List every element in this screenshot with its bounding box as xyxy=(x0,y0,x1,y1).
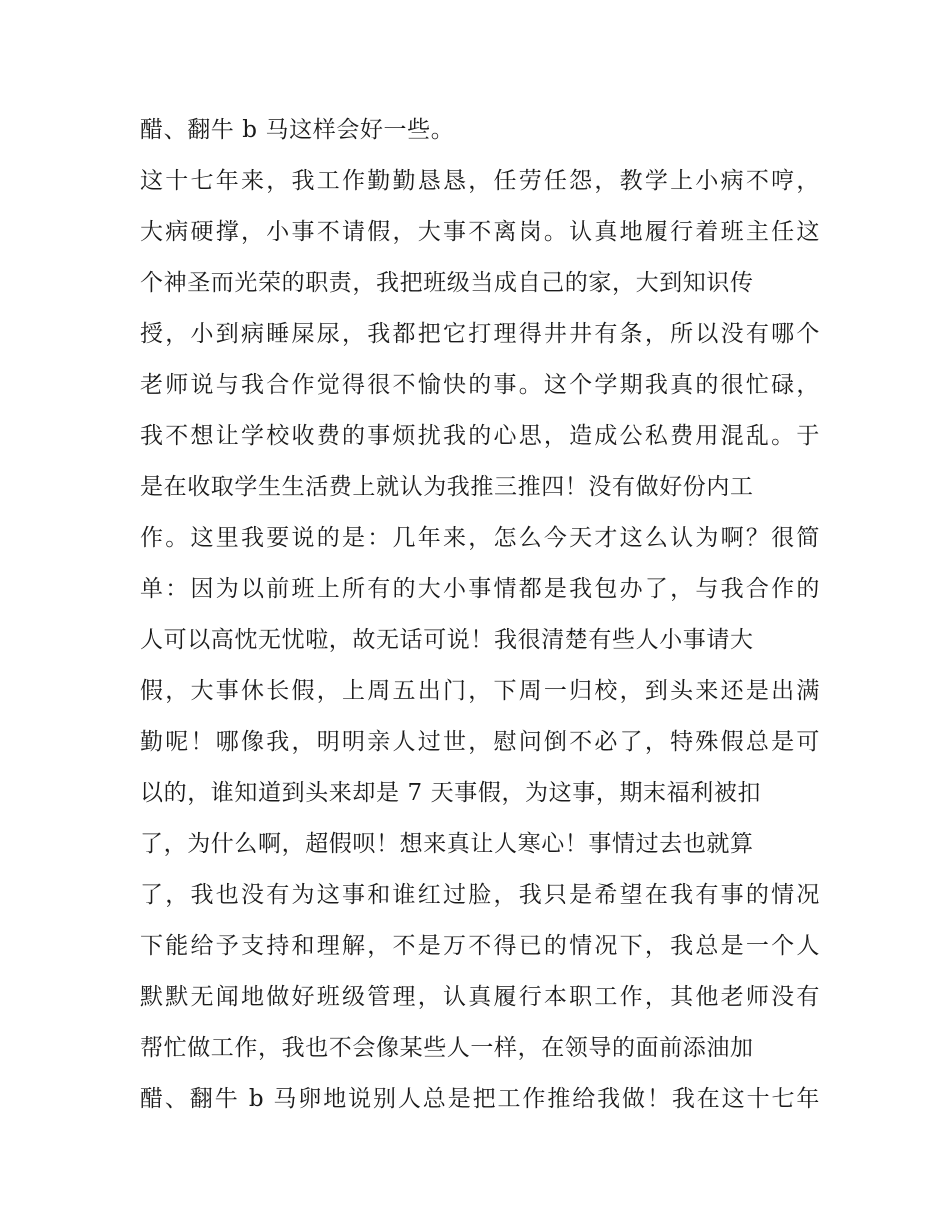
text-line: 假，大事休长假，上周五出门，下周一归校，到头来还是出满 xyxy=(140,678,820,704)
text-line: 个神圣而光荣的职责，我把班级当成自己的家，大到知识传 xyxy=(140,270,754,296)
text-line: 我不想让学校收费的事烦扰我的心思，造成公私费用混乱。于 xyxy=(140,423,820,449)
text-line: 了，为什么啊，超假呗！想来真让人寒心！事情过去也就算 xyxy=(140,831,754,857)
text-line: 大病硬撑，小事不请假，大事不离岗。认真地履行着班主任这 xyxy=(140,219,820,245)
text-line: 单：因为以前班上所有的大小事情都是我包办了，与我合作的 xyxy=(140,576,820,602)
text-line: 醋、翻牛 b 马卵地说别人总是把工作推给我做！我在这十七年 xyxy=(140,1086,820,1112)
text-line: 以的，谁知道到头来却是 7 天事假，为这事，期末福利被扣 xyxy=(140,780,762,806)
text-line: 醋、翻牛 b 马这样会好一些。 xyxy=(140,117,455,143)
text-line: 人可以高忱无忧啦，故无话可说！我很清楚有些人小事请大 xyxy=(140,627,754,653)
text-line: 下能给予支持和理解，不是万不得已的情况下，我总是一个人 xyxy=(140,933,820,959)
text-line: 老师说与我合作觉得很不愉快的事。这个学期我真的很忙碌， xyxy=(140,372,820,398)
text-line: 是在收取学生生活费上就认为我推三推四！没有做好份内工 xyxy=(140,474,754,500)
text-line: 勤呢！哪像我，明明亲人过世，慰问倒不必了，特殊假总是可 xyxy=(140,729,820,755)
text-line: 了，我也没有为这事和谁红过脸，我只是希望在我有事的情况 xyxy=(140,882,820,908)
text-line: 这十七年来，我工作勤勤恳恳，任劳任怨，教学上小病不哼， xyxy=(140,168,820,194)
text-line: 默默无闻地做好班级管理，认真履行本职工作，其他老师没有 xyxy=(140,984,820,1010)
body-text xyxy=(140,105,820,1125)
text-line: 帮忙做工作，我也不会像某些人一样，在领导的面前添油加 xyxy=(140,1035,754,1061)
text-line: 授，小到病睡屎尿，我都把它打理得井井有条，所以没有哪个 xyxy=(140,321,820,347)
text-line: 作。这里我要说的是：几年来，怎么今天才这么认为啊？很简 xyxy=(140,525,820,551)
